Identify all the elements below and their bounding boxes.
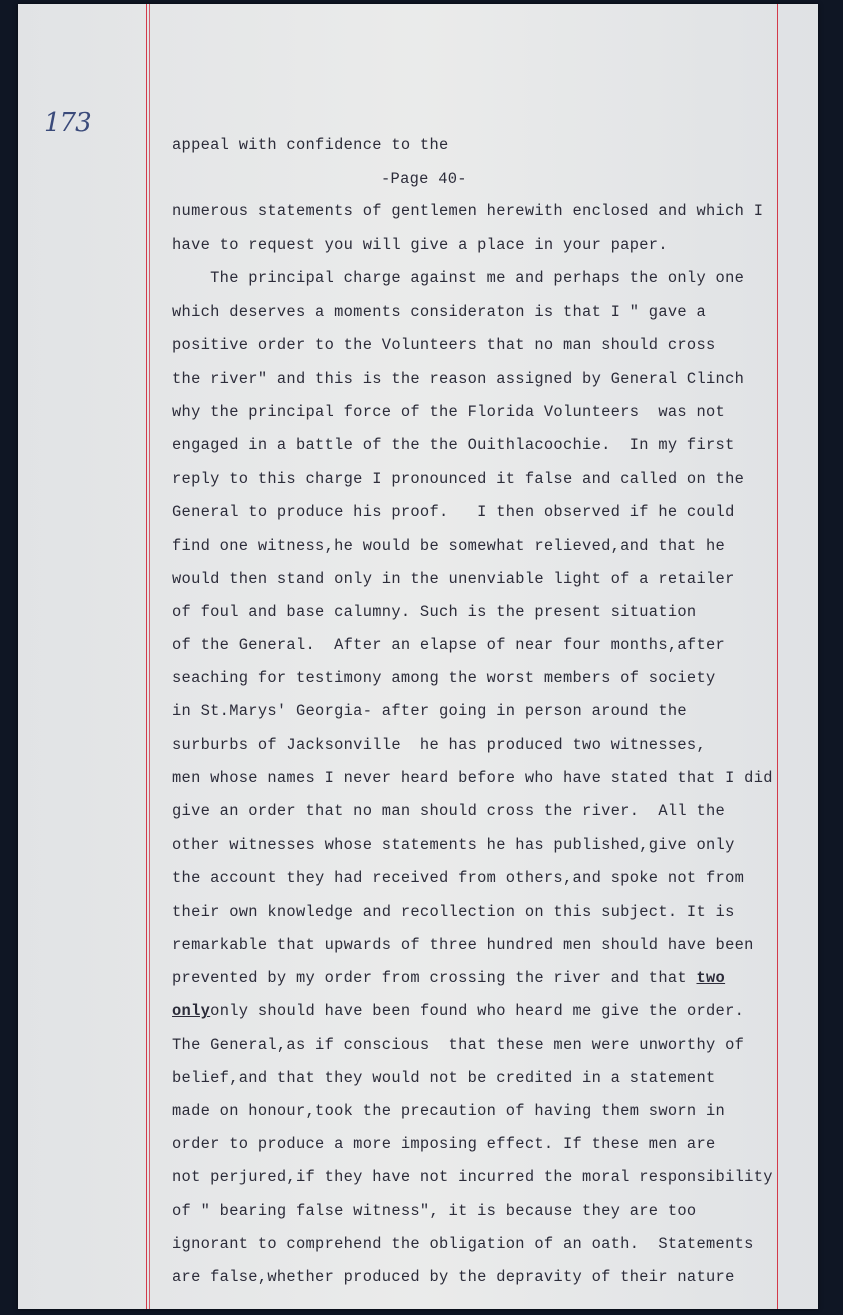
text-line: surburbs of Jacksonville he has produced two witnesses, (172, 736, 707, 754)
page-marker: -Page 40- (381, 170, 467, 188)
text-line-with-emphasis (172, 1002, 744, 1020)
typed-page (18, 4, 818, 1309)
text-line: appeal with confidence to the (172, 136, 449, 154)
text-line: The principal charge against me and perhaps the only one (172, 269, 745, 287)
text-line-part: only should have been found who heard me give the order. (210, 1002, 745, 1020)
text-line: the river" and this is the reason assigned by General Clinch (172, 370, 745, 388)
text-line: men whose names I never heard before who have stated that I did (172, 769, 773, 787)
text-line: numerous statements of gentlemen herewith enclosed and which I (172, 202, 764, 220)
text-line: the account they had received from others,and spoke not from (172, 869, 745, 887)
text-line: General to produce his proof. I then observed if he could (172, 503, 735, 521)
right-margin-rule (777, 4, 778, 1309)
folio-number: 173 (44, 108, 91, 138)
text-line: of the General. After an elapse of near four months,after (172, 636, 726, 654)
text-line: remarkable that upwards of three hundred men should have been (172, 936, 754, 954)
text-line-with-emphasis (172, 969, 725, 987)
text-line: have to request you will give a place in your paper. (172, 236, 668, 254)
text-line: order to produce a more imposing effect. If these men are (172, 1135, 716, 1153)
underlined-word: only (172, 1002, 211, 1020)
text-line: ignorant to comprehend the obligation of an oath. Statements (172, 1235, 754, 1253)
text-line: are false,whether produced by the depravity of their nature (172, 1268, 735, 1286)
text-line: of " bearing false witness", it is because they are too (172, 1202, 697, 1220)
text-line: which deserves a moments consideraton is that I " gave a (172, 303, 707, 321)
text-line: other witnesses whose statements he has published,give only (172, 836, 735, 854)
text-line: The General,as if conscious that these men were unworthy of (172, 1036, 745, 1054)
left-margin-rule-2 (149, 4, 150, 1309)
text-line: would then stand only in the unenviable light of a retailer (172, 570, 735, 588)
text-line: find one witness,he would be somewhat relieved,and that he (172, 537, 726, 555)
left-margin-rule (146, 4, 147, 1309)
text-line: made on honour,took the precaution of having them sworn in (172, 1102, 726, 1120)
text-line: belief,and that they would not be credited in a statement (172, 1069, 716, 1087)
text-line: engaged in a battle of the the Ouithlacoochie. In my first (172, 436, 735, 454)
text-line: their own knowledge and recollection on this subject. It is (172, 903, 735, 921)
text-line: give an order that no man should cross the river. All the (172, 802, 726, 820)
text-line: of foul and base calumny. Such is the present situation (172, 603, 697, 621)
text-line: in St.Marys' Georgia- after going in person around the (172, 702, 687, 720)
underlined-word: two (696, 969, 726, 987)
text-line: not perjured,if they have not incurred the moral responsibility (172, 1168, 773, 1186)
text-line: seaching for testimony among the worst members of society (172, 669, 716, 687)
text-line: reply to this charge I pronounced it false and called on the (172, 470, 745, 488)
text-line-part: prevented by my order from crossing the river and that (172, 969, 697, 987)
text-line: positive order to the Volunteers that no man should cross (172, 336, 716, 354)
text-line: why the principal force of the Florida Volunteers was not (172, 403, 726, 421)
